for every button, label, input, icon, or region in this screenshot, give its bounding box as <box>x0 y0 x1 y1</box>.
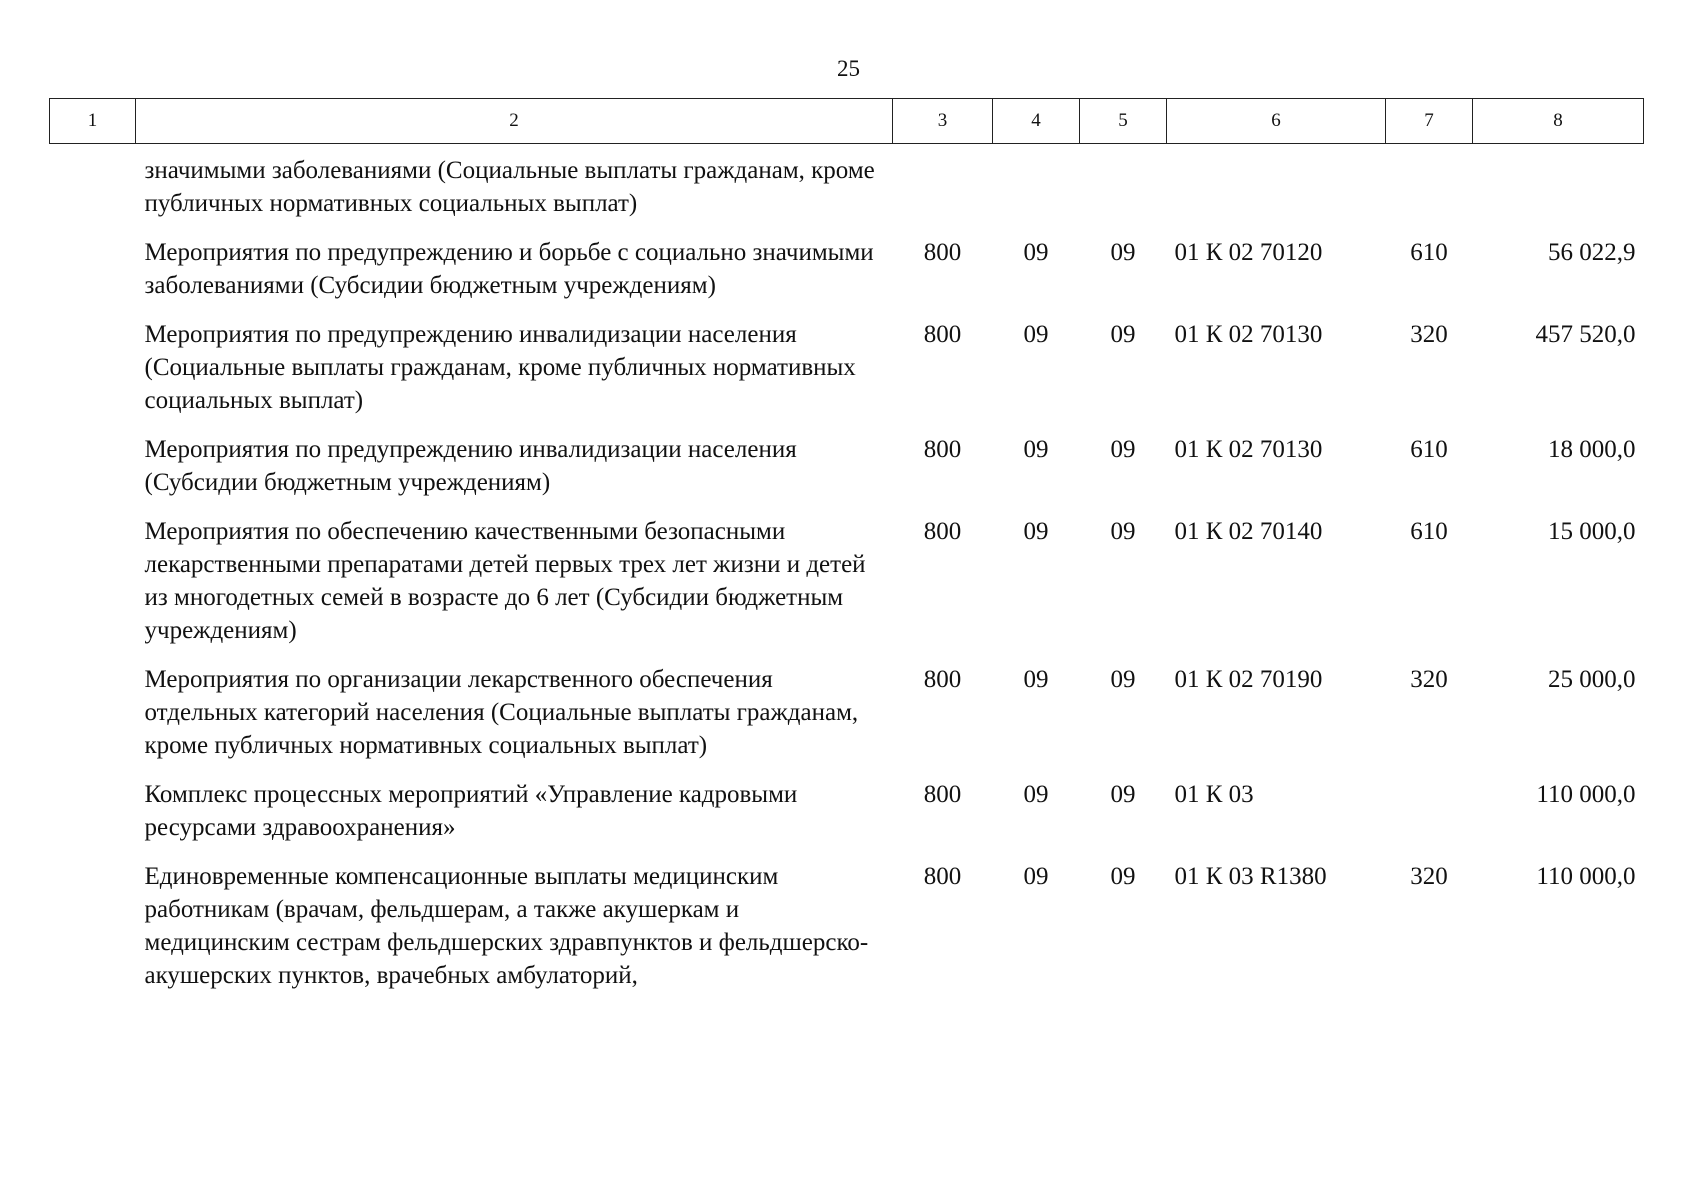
row-pr: 09 <box>1110 239 1136 266</box>
row-rz: 09 <box>1023 863 1049 890</box>
row-csr <box>1167 144 1386 237</box>
row-vr: 610 <box>1410 436 1448 463</box>
row-csr: 01 К 02 70140 <box>1174 518 1323 545</box>
row-amount: 457 520,0 <box>1535 321 1636 348</box>
row-vr: 320 <box>1410 666 1448 693</box>
row-name: Мероприятия по предупреждению инвалидизации населения (Социальные выплаты гражданам, кроме публичных нормативных социальных выплат) <box>144 321 856 414</box>
row-number-cell <box>50 860 136 1008</box>
row-amount: 18 000,0 <box>1548 436 1636 463</box>
row-number-cell <box>50 318 136 433</box>
table-row <box>50 860 1644 1008</box>
row-number-cell <box>50 236 136 318</box>
row-rz: 09 <box>1023 781 1049 808</box>
table-row <box>50 318 1644 433</box>
row-vr: 610 <box>1410 518 1448 545</box>
table-row <box>50 515 1644 663</box>
row-name: Мероприятия по предупреждению и борьбе с социально значимыми заболеваниями (Субсидии бюджетным учреждениям) <box>144 239 874 299</box>
row-grbs: 800 <box>923 436 962 463</box>
row-name: Единовременные компенсационные выплаты медицинским работникам (врачам, фельдшерам, а также акушеркам и медицинским сестрам фельдшерских здравпунктов и фельдшерско-акушерских пунктов, врачебных амбулаторий, <box>144 863 869 989</box>
budget-table <box>49 98 1644 1008</box>
budget-table-container <box>49 98 1643 1008</box>
table-row <box>50 663 1644 778</box>
table-body <box>50 144 1644 1009</box>
row-pr: 09 <box>1110 436 1136 463</box>
row-number-cell <box>50 663 136 778</box>
row-grbs: 800 <box>923 781 962 808</box>
row-rz: 09 <box>1023 436 1049 463</box>
table-row <box>50 433 1644 515</box>
row-csr: 01 К 03 <box>1174 781 1254 808</box>
row-grbs <box>893 144 993 237</box>
row-amount: 110 000,0 <box>1536 781 1636 808</box>
page-number: 25 <box>837 56 860 81</box>
row-amount: 110 000,0 <box>1536 863 1636 890</box>
header-cell-7: 7 <box>1386 99 1473 144</box>
row-pr: 09 <box>1110 666 1136 693</box>
row-pr: 09 <box>1110 518 1136 545</box>
row-amount: 25 000,0 <box>1548 666 1636 693</box>
row-csr: 01 К 03 R1380 <box>1174 863 1327 890</box>
row-csr: 01 К 02 70130 <box>1174 321 1323 348</box>
header-cell-3: 3 <box>893 99 993 144</box>
header-row <box>50 99 1644 144</box>
row-pr: 09 <box>1110 321 1136 348</box>
row-vr <box>1386 778 1473 860</box>
table-header <box>50 99 1644 144</box>
row-name: значимыми заболеваниями (Социальные выплаты гражданам, кроме публичных нормативных социальных выплат) <box>144 157 875 217</box>
header-cell-8: 8 <box>1473 99 1644 144</box>
row-rz <box>993 144 1080 237</box>
row-number-cell <box>50 144 136 237</box>
row-vr: 320 <box>1410 863 1448 890</box>
row-name: Комплекс процессных мероприятий «Управление кадровыми ресурсами здравоохранения» <box>144 781 798 841</box>
row-pr: 09 <box>1110 781 1136 808</box>
row-rz: 09 <box>1023 321 1049 348</box>
row-rz: 09 <box>1023 666 1049 693</box>
table-row <box>50 236 1644 318</box>
row-rz: 09 <box>1023 239 1049 266</box>
row-amount <box>1473 144 1644 237</box>
row-name: Мероприятия по организации лекарственного обеспечения отдельных категорий населения (Социальные выплаты гражданам, кроме публичных нормативных социальных выплат) <box>144 666 859 759</box>
row-grbs: 800 <box>923 863 962 890</box>
row-name: Мероприятия по предупреждению инвалидизации населения (Субсидии бюджетным учреждениям) <box>144 436 797 496</box>
row-csr: 01 К 02 70130 <box>1174 436 1323 463</box>
table-row <box>50 144 1644 237</box>
row-name: Мероприятия по обеспечению качественными безопасными лекарственными препаратами детей первых трех лет жизни и детей из многодетных семей в возрасте до 6 лет (Субсидии бюджетным учреждениям) <box>144 518 866 644</box>
row-grbs: 800 <box>923 666 962 693</box>
header-cell-2: 2 <box>136 99 893 144</box>
row-rz: 09 <box>1023 518 1049 545</box>
row-number-cell <box>50 778 136 860</box>
row-csr: 01 К 02 70190 <box>1174 666 1323 693</box>
row-pr: 09 <box>1110 863 1136 890</box>
row-grbs: 800 <box>923 518 962 545</box>
row-vr: 320 <box>1410 321 1448 348</box>
row-grbs: 800 <box>923 239 962 266</box>
row-csr: 01 К 02 70120 <box>1174 239 1323 266</box>
row-pr <box>1080 144 1167 237</box>
header-cell-6: 6 <box>1167 99 1386 144</box>
row-amount: 15 000,0 <box>1548 518 1636 545</box>
row-number-cell <box>50 515 136 663</box>
header-cell-4: 4 <box>993 99 1080 144</box>
row-vr <box>1386 144 1473 237</box>
header-cell-5: 5 <box>1080 99 1167 144</box>
row-grbs: 800 <box>923 321 962 348</box>
row-vr: 610 <box>1410 239 1448 266</box>
row-amount: 56 022,9 <box>1548 239 1636 266</box>
row-number-cell <box>50 433 136 515</box>
table-row <box>50 778 1644 860</box>
header-cell-1: 1 <box>50 99 136 144</box>
